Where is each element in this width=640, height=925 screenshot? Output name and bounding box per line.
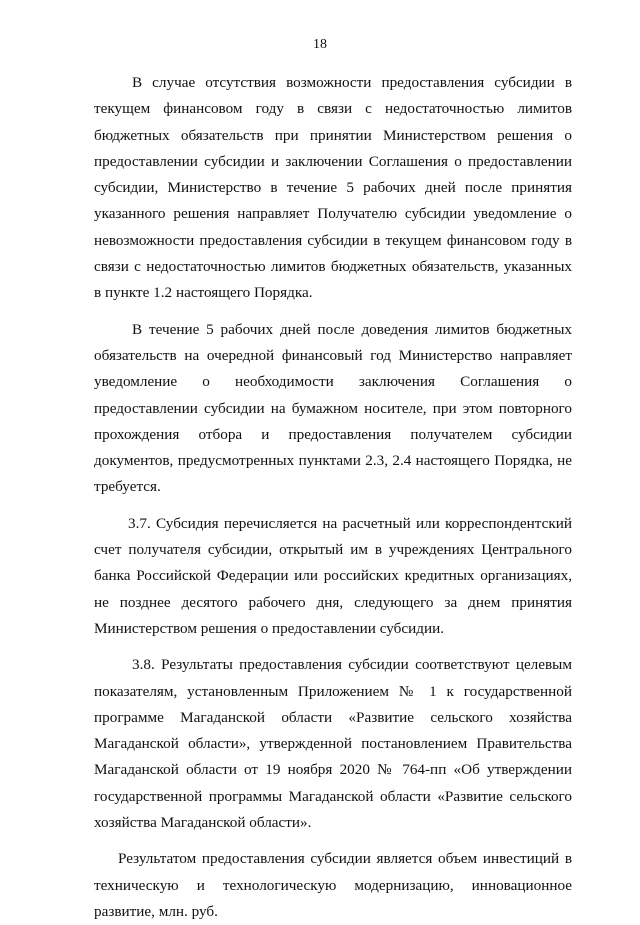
paragraph-result-indicator: Результатом предоставления субсидии является объем инвестиций в техническую и технологическую модернизацию, инновационное развитие, млн. руб. [94, 850, 572, 920]
paragraph-3-8-results: 3.8. Результаты предоставления субсидии соответствуют целевым показателям, установленным Приложением № 1 к государственной программе Магаданской области «Развитие сельского хозяйства Магаданской области», утвержденной постановлением Правительства Магаданской области от 19 ноября 2020 № 764-пп «Об утверждении государственной программы Магаданской области «Развитие сельского хозяйства Магаданской области». [94, 656, 572, 832]
paragraph-subsidy-impossibility-notice: В случае отсутствия возможности предоставления субсидии в текущем финансовом году в связи с недостаточностью лимитов бюджетных обязательств при принятии Министерством решения о предоставлении субсидии и заключении Соглашения о предоставлении субсидии, Министерство в течение 5 рабочих дней после принятия указанного решения направляет Получателю субсидии уведомление о невозможности предоставления субсидии в текущем финансовом году в связи с недостаточностью лимитов бюджетных обязательств, указанных в пункте 1.2 настоящего Порядка. [94, 74, 572, 302]
document-body [94, 70, 572, 925]
page-number: 18 [313, 37, 327, 52]
paragraph-agreement-notice: В течение 5 рабочих дней после доведения лимитов бюджетных обязательств на очередной финансовый год Министерство направляет уведомление о необходимости заключения Соглашения о предоставлении субсидии на бумажном носителе, при этом повторного прохождения отбора и предоставления получателем субсидии документов, предусмотренных пунктами 2.3, 2.4 настоящего Порядка, не требуется. [94, 320, 572, 496]
paragraph-3-7-transfer: 3.7. Субсидия перечисляется на расчетный или корреспондентский счет получателя субсидии, открытый им в учреждениях Центрального банка Российской Федерации или российских кредитных организациях, не позднее десятого рабочего дня, следующего за днем принятия Министерством решения о предоставлении субсидии. [94, 514, 572, 637]
